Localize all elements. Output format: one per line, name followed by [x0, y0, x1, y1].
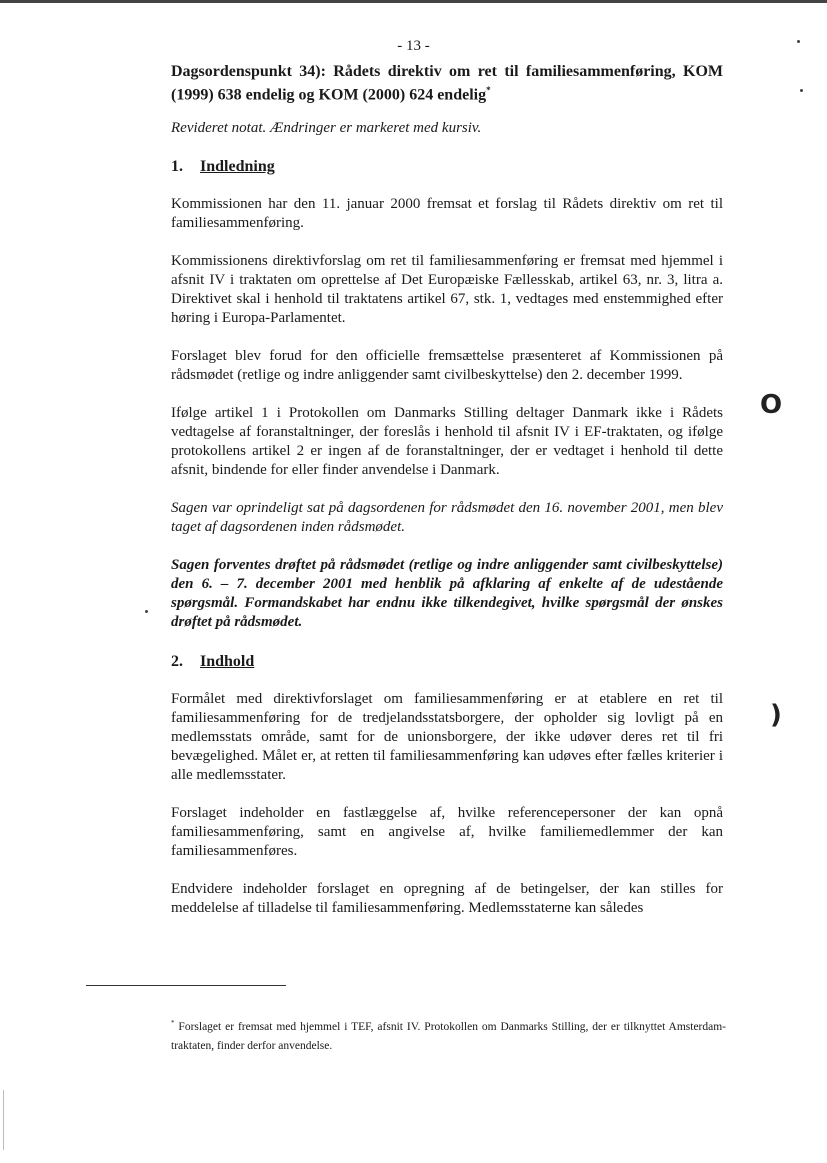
page-number: - 13 -	[397, 38, 430, 54]
top-scan-edge	[0, 0, 827, 3]
footnote	[171, 1014, 726, 1056]
title-footnote-marker[interactable]: *	[486, 85, 491, 95]
revision-note: Revideret notat. Ændringer er markeret med kursiv.	[171, 120, 482, 137]
paragraph: Formålet med direktivforslaget om familiesammenføring er at etablere en ret til familiesammenføring for de tredjelandsstatsborgere, der opholder sig lovligt på en medlemsstats område, samt for de unionsborgere, der ikke udøver deres ret til fri bevægelighed. Målet er, at retten til familiesammenføring kan udøves efter fælles kriterier i alle medlemsstater.	[171, 691, 723, 784]
revised-paragraph: Sagen var oprindeligt sat på dagsordenen for rådsmødet den 16. november 2001, men blev taget af dagsordenen inden rådsmødet.	[171, 500, 723, 536]
scan-speck	[800, 89, 803, 92]
section-heading-1	[171, 157, 723, 176]
section-number: 1.	[171, 158, 183, 176]
agenda-title-text: Dagsordenspunkt 34): Rådets direktiv om ret til familiesammenføring, KOM (1999) 638 endelig og KOM (2000) 624 endelig	[171, 63, 723, 104]
agenda-title	[171, 62, 723, 104]
paragraph: Endvidere indeholder forslaget en opregning af de betingelser, der kan stilles for meddelelse af tilladelse til familiesammenføring. Medlemsstaterne kan således	[171, 881, 723, 917]
section-heading-2	[171, 652, 723, 671]
paragraph: Kommissionen har den 11. januar 2000 fremsat et forslag til Rådets direktiv om ret til familiesammenføring.	[171, 196, 723, 232]
footnote-marker: *	[171, 1019, 175, 1027]
paragraph: Kommissionens direktivforslag om ret til familiesammenføring er fremsat med hjemmel i afsnit IV i traktaten om oprettelse af Det Europæiske Fællesskab, artikel 63, nr. 3, litra a. Direktivet skal i henhold til traktatens artikel 67, stk. 1, vedtages med enstemmighed efter høring i Europa-Parlamentet.	[171, 253, 723, 327]
paragraph: Ifølge artikel 1 i Protokollen om Danmarks Stilling deltager Danmark ikke i Rådets vedtagelse af foranstaltninger, der foreslås i henhold til afsnit IV i EF-traktaten, og ifølge protokollens artikel 2 er ingen af de foranstaltninger, der er vedtaget i henhold til dette afsnit, bindende for eller finder anvendelse i Danmark.	[171, 405, 723, 479]
section-number: 2.	[171, 653, 183, 671]
revised-paragraph: Sagen forventes drøftet på rådsmødet (retlige og indre anliggender samt civilbeskyttelse) den 6. – 7. december 2001 med henblik på afklaring af enkelte af de udestående spørgsmål. Formandskabet har endnu ikke tilkendegivet, hvilke spørgsmål der ønskes drøftet på rådsmødet.	[171, 557, 723, 631]
punch-hole-mark: )	[770, 700, 782, 730]
scan-margin-artifact	[3, 1090, 4, 1150]
document-body	[171, 62, 723, 918]
scan-speck	[145, 610, 148, 613]
section-title: Indledning	[200, 158, 275, 176]
section-title: Indhold	[200, 653, 255, 671]
punch-hole-mark: O	[760, 390, 783, 420]
paragraph: Forslaget indeholder en fastlæggelse af, hvilke referencepersoner der kan opnå familiesammenføring, samt en angivelse af, hvilke familiemedlemmer der kan familiesammenføres.	[171, 805, 723, 860]
footnote-separator	[86, 985, 286, 986]
scan-speck	[797, 40, 800, 43]
footnote-text: Forslaget er fremsat med hjemmel i TEF, afsnit IV. Protokollen om Danmarks Stilling, der er tilknyttet Amsterdam-traktaten, finder derfor anvendelse.	[171, 1020, 727, 1052]
paragraph: Forslaget blev forud for den officielle fremsættelse præsenteret af Kommissionen på rådsmødet (retlige og indre anliggender samt civilbeskyttelse) den 2. december 1999.	[171, 348, 723, 384]
